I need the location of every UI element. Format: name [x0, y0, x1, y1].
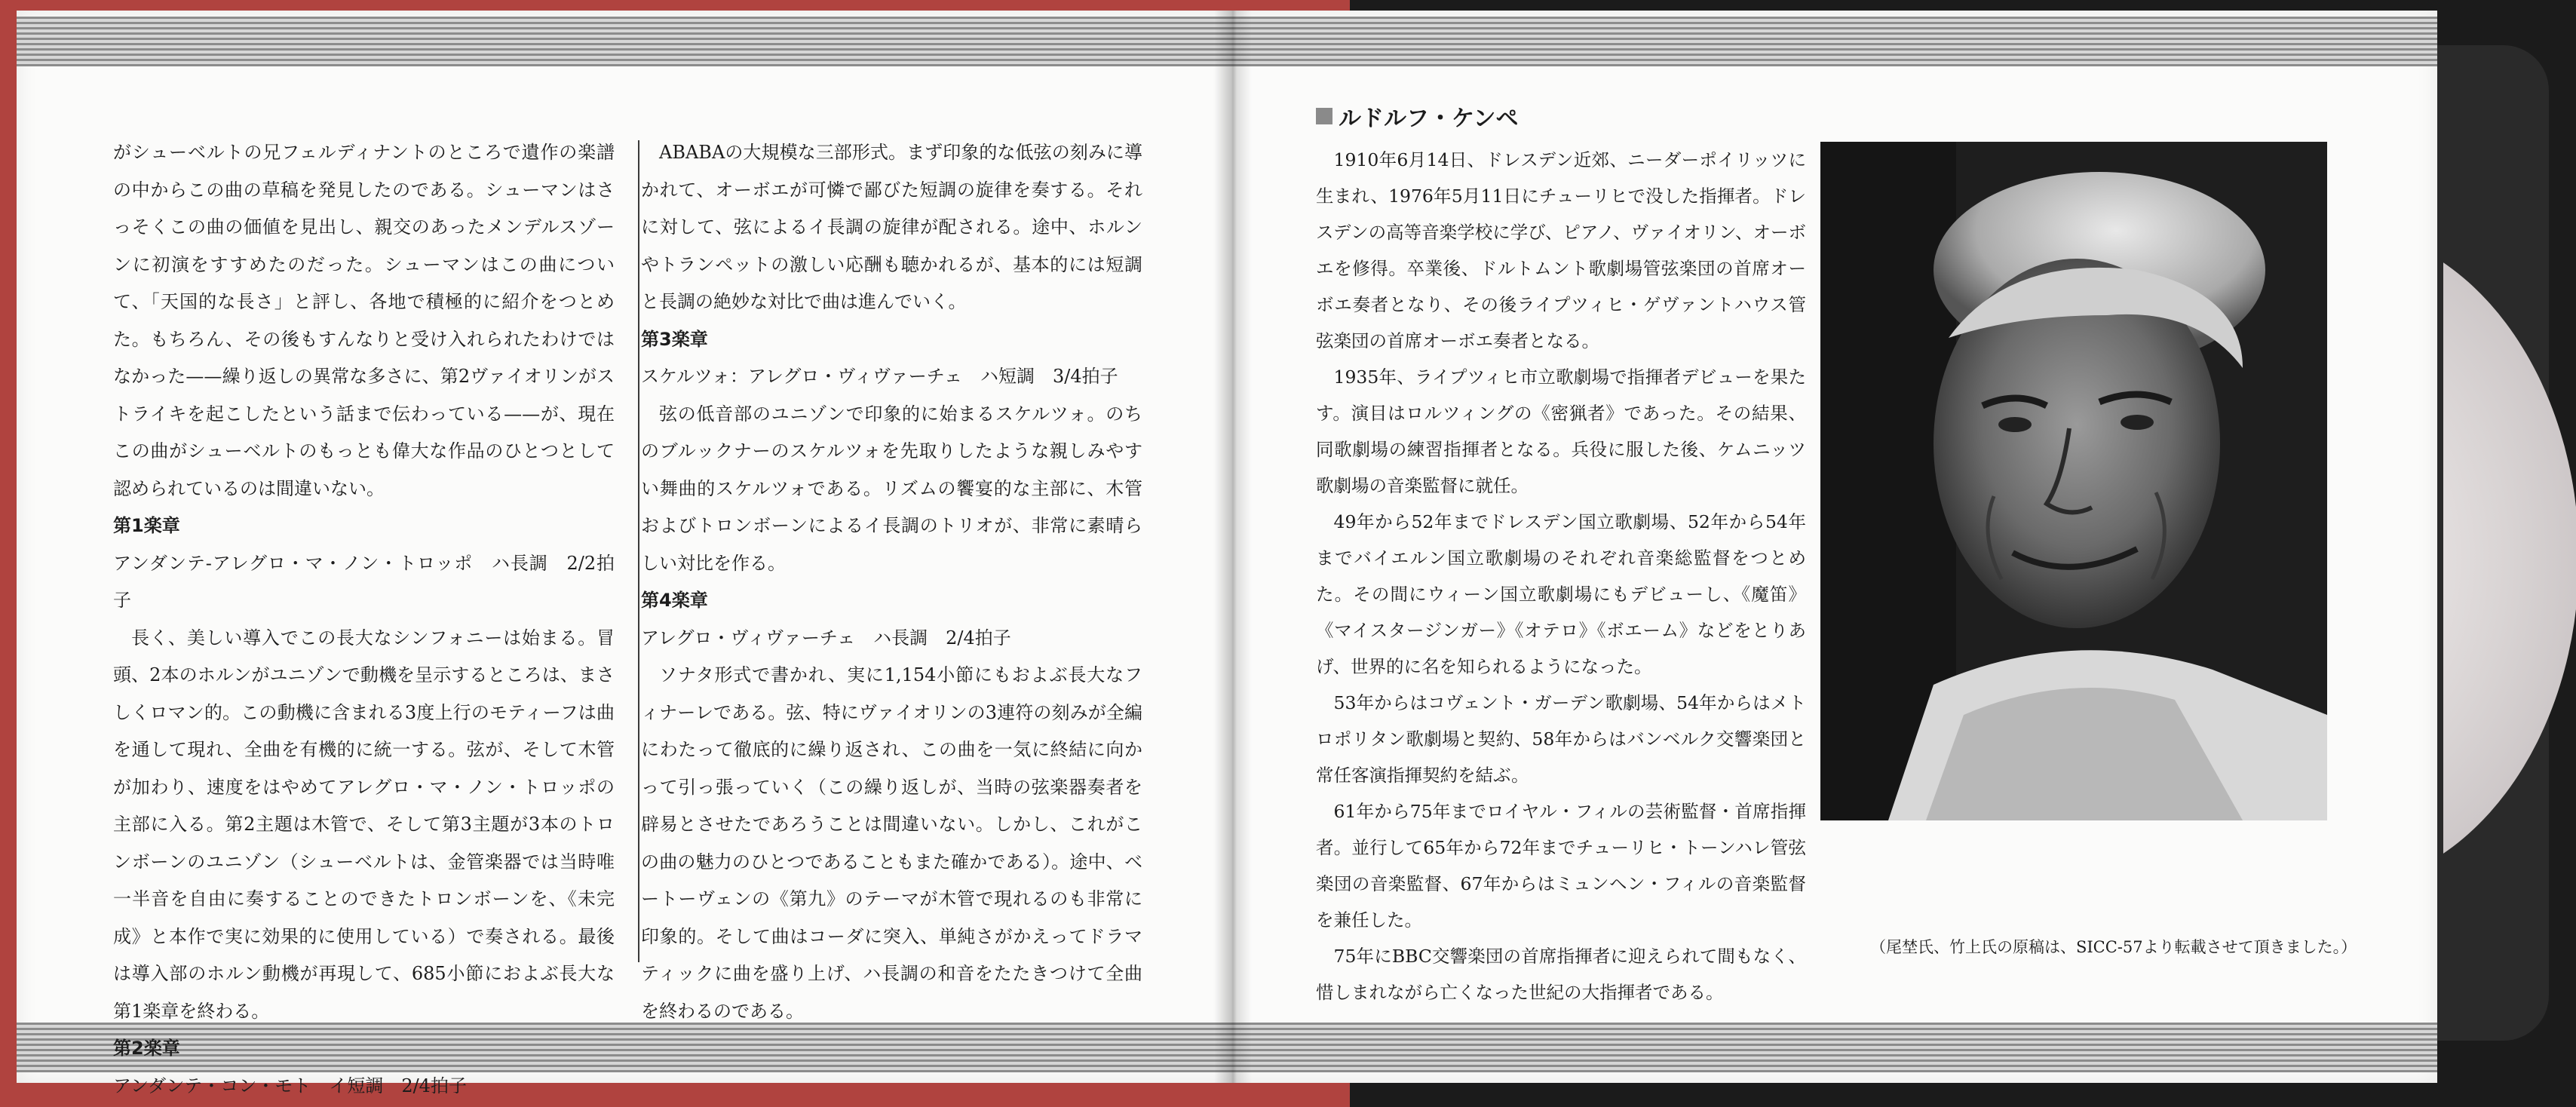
biography-paragraph: 75年にBBC交響楽団の首席指揮者に迎えられて間もなく、惜しまれながら亡くなった世紀の大指揮者である。	[1316, 946, 1806, 1003]
biography-title	[1316, 100, 1519, 133]
source-credit: （尾埜氏、竹上氏の原稿は、SICC-57より転載させて頂きました。）	[1870, 938, 2357, 956]
tempo-marking: アンダンテ-アレグロ・マ・ノン・トロッポ ハ長調 2/2拍子	[113, 552, 615, 611]
program-notes-column-2	[641, 134, 1142, 1030]
decorative-band-top	[17, 17, 1231, 66]
tempo-marking: スケルツォ：アレグロ・ヴィヴァーチェ ハ短調 3/4拍子	[641, 366, 1118, 387]
biography-text	[1316, 142, 1806, 1010]
paragraph: 弦の低音部のユニゾンで印象的に始まるスケルツォ。のちのブルックナーのスケルツォを先取りしたような親しみやすい舞曲的スケルツォである。リズムの饗宴的な主部に、木管およびトロンボーンによるイ長調のトリオが、非常に素晴らしい対比を作る。	[641, 403, 1142, 574]
biography-title-text: ルドルフ・ケンペ	[1339, 106, 1519, 132]
program-notes-column-1	[113, 134, 615, 1105]
movement-heading: 第1楽章	[113, 515, 180, 536]
conductor-portrait-photo	[1820, 142, 2327, 820]
biography-paragraph: 61年から75年までロイヤル・フィルの芸術監督・首席指揮者。並行して65年から72年までチューリヒ・トーンハレ管弦楽団の音楽監督、67年からはミュンヘン・フィルの音楽監督を兼任した。	[1316, 801, 1806, 931]
decorative-band-bottom	[1231, 1023, 2437, 1072]
tempo-marking: アンダンテ・コン・モト イ短調 2/4拍子	[113, 1075, 467, 1096]
biography-paragraph: 1910年6月14日、ドレスデン近郊、ニーダーポイリッツに生まれ、1976年5月11日にチューリヒで没した指揮者。ドレスデンの高等音楽学校に学び、ピアノ、ヴァイオリン、オーボエを修得。卒業後、ドルトムント歌劇場管弦楽団の首席オーボエ奏者となり、その後ライプツィヒ・ゲヴァントハウス管弦楽団の首席オーボエ奏者となる。	[1316, 149, 1806, 351]
biography-paragraph: 1935年、ライプツィヒ市立歌劇場で指揮者デビューを果たす。演目はロルツィングの《密猟者》であった。その結果、同歌劇場の練習指揮者となる。兵役に服した後、ケムニッツ歌劇場の音楽監督に就任。	[1316, 366, 1806, 496]
book-gutter	[1214, 11, 1252, 1083]
square-bullet-icon	[1316, 108, 1332, 124]
portrait-illustration	[1820, 142, 2327, 820]
paragraph: ソナタ形式で書かれ、実に1,154小節にもおよぶ長大なフィナーレである。弦、特にヴァイオリンの3連符の刻みが全編にわたって徹底的に繰り返され、この曲を一気に終結に向かって引っ張っていく（この繰り返しが、当時の弦楽器奏者を辟易とさせたであろうことは間違いない。しかし、これがこの曲の魅力のひとつであることもまた確かである）。途中、ベートーヴェンの《第九》のテーマが木管で現れるのも非常に印象的。そして曲はコーダに突入、単純さがかえってドラマティックに曲を盛り上げ、ハ長調の和音をたたきつけて全曲を終わるのである。	[641, 664, 1142, 1022]
biography-paragraph: 49年から52年までドレスデン国立歌劇場、52年から54年までバイエルン国立歌劇場のそれぞれ音楽総監督をつとめた。その間にウィーン国立歌劇場にもデビューし、《魔笛》《マイスタージンガー》《オテロ》《ボエーム》などをとりあげ、世界的に名を知られるようになった。	[1316, 511, 1806, 677]
biography-paragraph: 53年からはコヴェント・ガーデン歌劇場、54年からはメトロポリタン歌劇場と契約、58年からはバンベルク交響楽団と常任客演指揮契約を結ぶ。	[1316, 692, 1806, 786]
tempo-marking: アレグロ・ヴィヴァーチェ ハ長調 2/4拍子	[641, 627, 1011, 649]
column-divider	[638, 140, 639, 962]
movement-heading: 第4楽章	[641, 590, 708, 611]
paragraph: がシューベルトの兄フェルディナントのところで遺作の楽譜の中からこの曲の草稿を発見したのである。シューマンはさっそくこの曲の価値を見出し、親交のあったメンデルスゾーンに初演をすすめたのだった。シューマンはこの曲について、「天国的な長さ」と評し、各地で積極的に紹介をつとめた。もちろん、その後もすんなりと受け入れられたわけではなかった——繰り返しの異常な多さに、第2ヴァイオリンがストライキを起こしたという話まで伝わっている——が、現在この曲がシューベルトのもっとも偉大な作品のひとつとして認められているのは間違いない。	[113, 142, 615, 499]
decorative-band-top	[1231, 17, 2437, 66]
movement-heading: 第2楽章	[113, 1038, 180, 1059]
movement-heading: 第3楽章	[641, 328, 708, 350]
paragraph: 長く、美しい導入でこの長大なシンフォニーは始まる。冒頭、2本のホルンがユニゾンで動機を呈示するところは、まさしくロマン的。この動機に含まれる3度上行のモティーフは曲を通して現れ、全曲を有機的に統一する。弦が、そして木管が加わり、速度をはやめてアレグロ・マ・ノン・トロッポの主部に入る。第2主題は木管で、そして第3主題が3本のトロンボーンのユニゾン（シューベルトは、金管楽器では当時唯一半音を自由に奏することのできたトロンボーンを、《未完成》と本作で実に効果的に使用している）で奏される。最後は導入部のホルン動機が再現して、685小節におよぶ長大な第1楽章を終わる。	[113, 627, 615, 1022]
paragraph: ABABAの大規模な三部形式。まず印象的な低弦の刻みに導かれて、オーボエが可憐で鄙びた短調の旋律を奏する。それに対して、弦によるイ長調の旋律が配される。途中、ホルンやトランペットの激しい応酬も聴かれるが、基本的には短調と長調の絶妙な対比で曲は進んでいく。	[641, 142, 1142, 312]
